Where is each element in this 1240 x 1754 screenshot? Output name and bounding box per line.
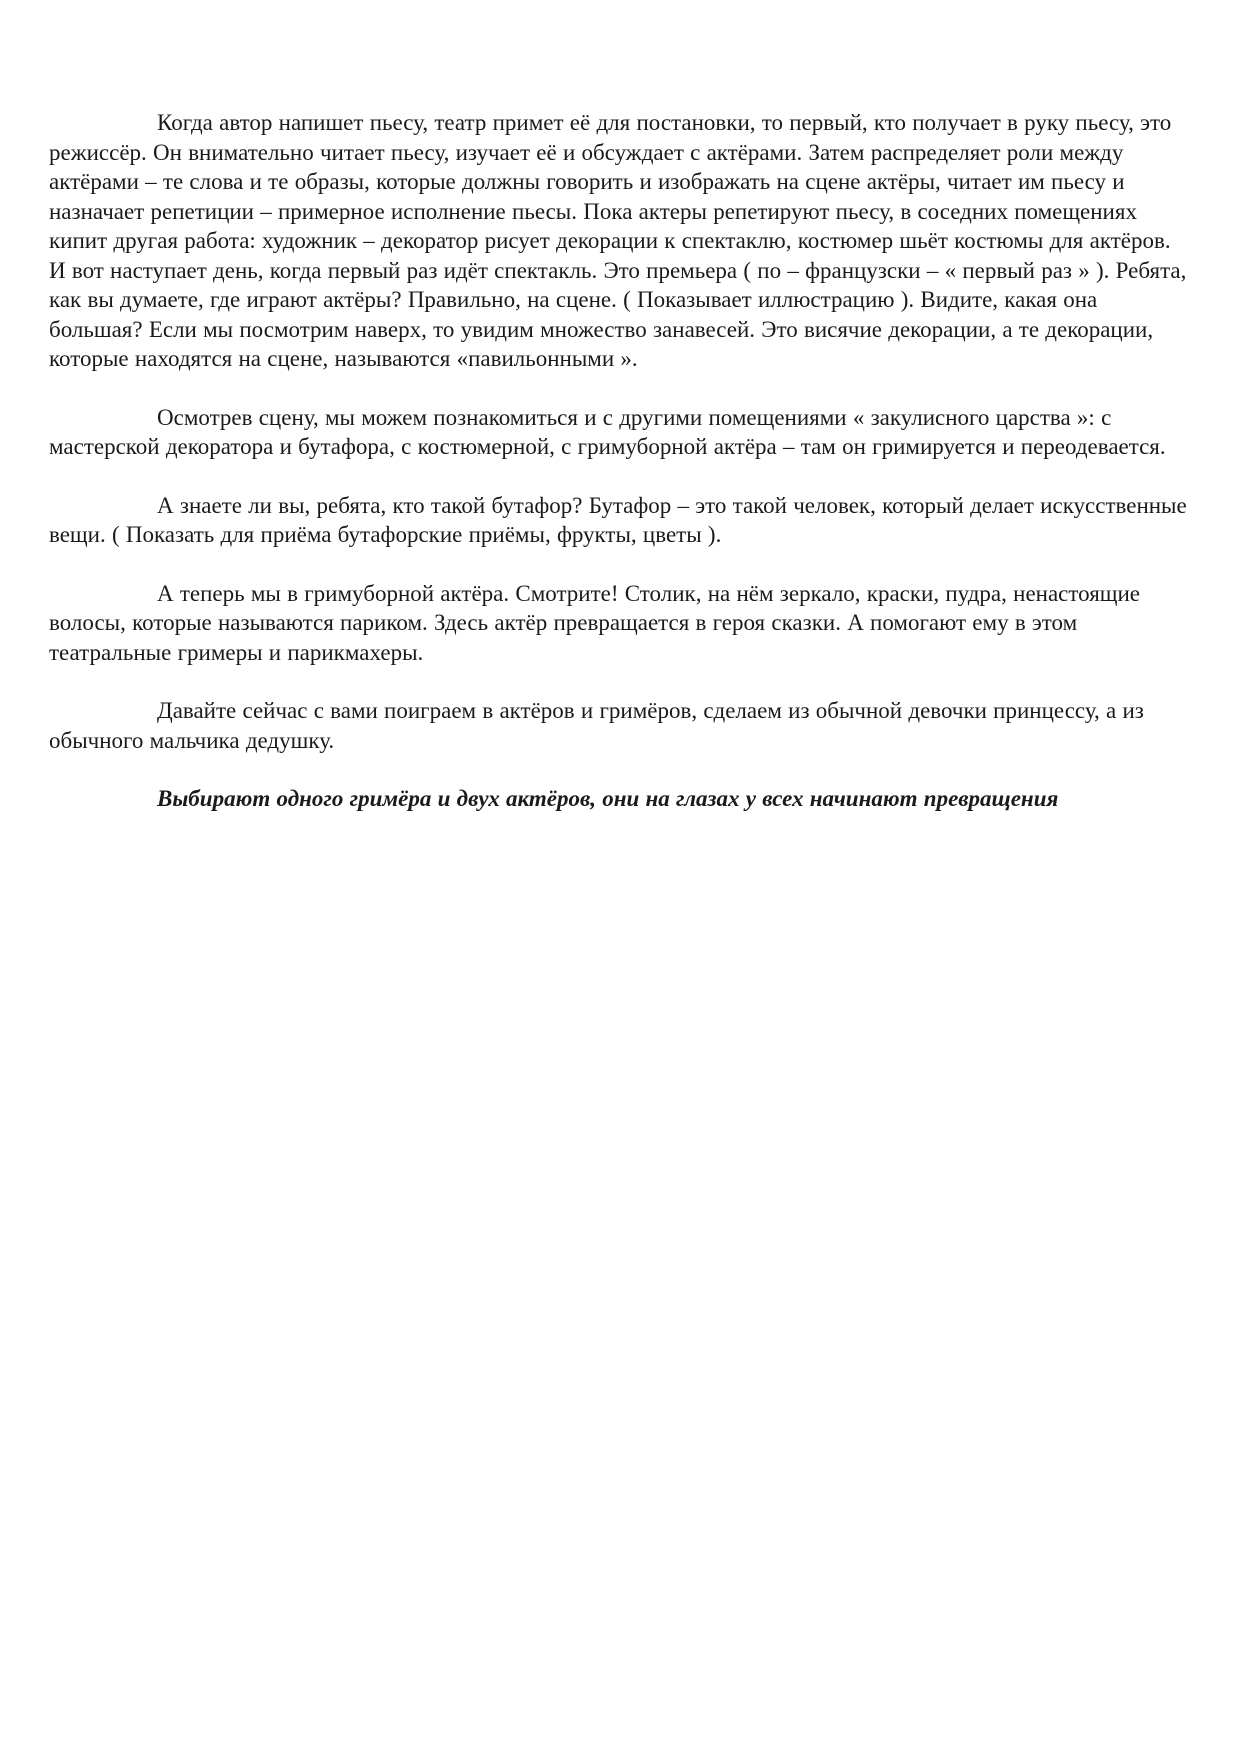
paragraph-play-invitation: Давайте сейчас с вами поиграем в актёров и гримёров, сделаем из обычной девочки принцессу, а из обычного мальчика дедушку. (49, 698, 1144, 753)
paragraph-butafor: А знаете ли вы, ребята, кто такой бутафор? Бутафор – это такой человек, который делает искусственные вещи. ( Показать для приёма бутафорские приёмы, фрукты, цветы ). (49, 492, 1187, 547)
paragraph-dressing-room: А теперь мы в гримуборной актёра. Смотрите! Столик, на нём зеркало, краски, пудра, ненастоящие волосы, которые называются париком. Здесь актёр превращается в героя сказки. А помогают ему в этом театральные гримеры и парикмахеры. (49, 580, 1141, 665)
paragraph-stage-direction: Выбирают одного гримёра и двух актёров, они на глазах у всех начинают превращения (157, 786, 1059, 811)
paragraph-backstage-rooms: Осмотрев сцену, мы можем познакомиться и с другими помещениями « закулисного царства »: с мастерской декоратора и бутафора, с костюмерной, с гримуборной актёра – там он гримируется и переодевается. (49, 404, 1166, 459)
paragraph-intro-director: Когда автор напишет пьесу, театр примет её для постановки, то первый, кто получает в руку пьесу, это режиссёр. Он внимательно читает пьесу, изучает её и обсуждает с актёрами. Затем распределяет роли между актёрами – те слова и те образы, которые должны говорить и изображать на сцене актёры, читает им пьесу и назначает репетиции – примерное исполнение пьесы. Пока актеры репетируют пьесу, в соседних помещениях кипит другая работа: художник – декоратор рисует декорации к спектаклю, костюмер шьёт костюмы для актёров. И вот наступает день, когда первый раз идёт спектакль. Это премьера ( по – французски – « первый раз » ). Ребята, как вы думаете, где играют актёры? Правильно, на сцене. ( Показывает иллюстрацию ). Видите, какая она большая? Если мы посмотрим наверх, то увидим множество занавесей. Это висячие декорации, а те декорации, которые находятся на сцене, называются «павильонными ». (49, 110, 1187, 371)
